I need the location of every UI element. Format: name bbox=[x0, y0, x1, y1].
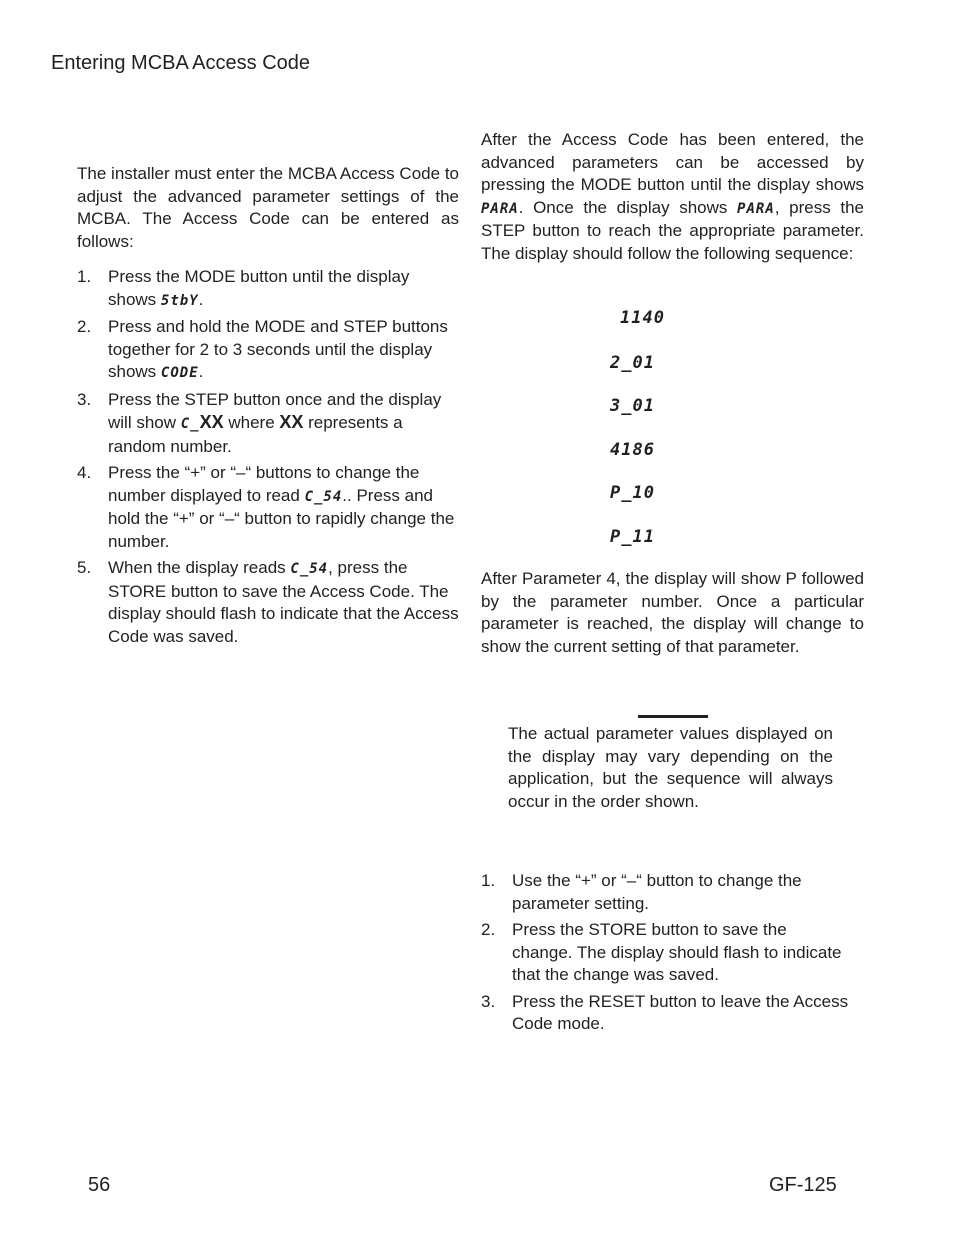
paragraph-text: , press the STEP button to reach the appropriate parameter. The display should follow the following sequence: bbox=[481, 197, 864, 263]
paragraph-text: . Once the display shows bbox=[518, 197, 738, 217]
step-text: Press the “+” or “–“ buttons to change the number displayed to read bbox=[108, 463, 420, 505]
display-placeholder: XX bbox=[279, 412, 304, 432]
step-text: When the display reads bbox=[108, 558, 291, 577]
sequence-item: 3_01 bbox=[610, 396, 655, 416]
paragraph-text: After Parameter 4, the display will show P followed by the parameter number. Once a particular parameter is reached, the display will change to show the current setting of that parameter. bbox=[481, 569, 864, 656]
step-text: Press the STEP button once and the display will show bbox=[108, 389, 442, 432]
step-number: 1. bbox=[77, 267, 92, 286]
sequence-item: 1140 bbox=[620, 308, 665, 328]
step-text: represents a random number. bbox=[108, 413, 403, 456]
intro-paragraph: The installer must enter the MCBA Access Code to adjust the advanced parameter settings of the MCBA. The Access Code can be entered as follows: bbox=[77, 164, 459, 251]
display-readout: PARA bbox=[737, 200, 775, 217]
step-text: , press the STORE button to save the Access Code. The display should flash to indicate that the Access Code was saved. bbox=[108, 558, 459, 646]
step-number: 2. bbox=[77, 317, 92, 336]
list-item bbox=[481, 991, 851, 1036]
step-number: 3. bbox=[481, 991, 496, 1011]
parameters-paragraph bbox=[481, 129, 864, 265]
page-number: 56 bbox=[88, 1174, 111, 1196]
step-text: . bbox=[198, 362, 204, 381]
step-text: Press the MODE button until the display shows bbox=[108, 267, 410, 309]
list-item bbox=[77, 316, 459, 385]
step-number: 1. bbox=[481, 871, 496, 890]
step-text: . bbox=[198, 289, 204, 309]
display-readout: PARA bbox=[481, 200, 519, 217]
step-number: 2. bbox=[481, 920, 496, 939]
step-text: Press the RESET button to leave the Access Code mode. bbox=[512, 991, 849, 1033]
note-divider bbox=[638, 715, 708, 718]
paragraph-text: After the Access Code has been entered, the advanced parameters can be accessed by pressing the MODE button until the display shows bbox=[481, 130, 864, 194]
display-readout: 5tbY bbox=[160, 292, 199, 309]
display-readout: C_54 bbox=[290, 561, 329, 577]
step-text: Use the “+” or “–“ button to change the parameter setting. bbox=[512, 871, 802, 913]
step-number: 3. bbox=[77, 389, 92, 409]
left-column bbox=[77, 163, 459, 652]
right-column bbox=[481, 129, 864, 265]
sequence-item: 2_01 bbox=[610, 353, 655, 373]
list-item bbox=[77, 462, 459, 553]
document-code: GF-125 bbox=[769, 1174, 837, 1196]
display-readout: C_ bbox=[180, 416, 200, 432]
note-text: The actual parameter values displayed on the display may vary depending on the application, but the sequence will always occur in the order shown. bbox=[508, 724, 833, 811]
sequence-item: P_10 bbox=[610, 483, 655, 503]
list-item bbox=[77, 389, 459, 459]
display-readout: C_54 bbox=[304, 488, 343, 505]
page-header: Entering MCBA Access Code bbox=[51, 52, 311, 74]
access-code-steps bbox=[77, 266, 459, 648]
change-setting-steps bbox=[481, 870, 851, 1040]
step-text: Press and hold the MODE and STEP buttons together for 2 to 3 seconds until the display shows bbox=[108, 317, 448, 381]
list-item bbox=[77, 557, 459, 648]
step-number: 4. bbox=[77, 463, 92, 482]
list-item bbox=[77, 266, 459, 312]
step-text: .. Press and hold the “+” or “–“ button to rapidly change the number. bbox=[108, 485, 455, 551]
sequence-item: 4186 bbox=[610, 440, 655, 460]
list-item bbox=[481, 870, 851, 915]
display-readout: CODE bbox=[160, 365, 199, 381]
step-text: Press the STORE button to save the change. The display should flash to indicate that the change was saved. bbox=[512, 920, 842, 984]
step-text: where bbox=[223, 413, 280, 432]
sequence-item: P_11 bbox=[610, 527, 655, 547]
list-item bbox=[481, 919, 851, 987]
parameter-explanation bbox=[481, 568, 864, 658]
display-placeholder: XX bbox=[199, 412, 224, 432]
step-number: 5. bbox=[77, 558, 92, 577]
